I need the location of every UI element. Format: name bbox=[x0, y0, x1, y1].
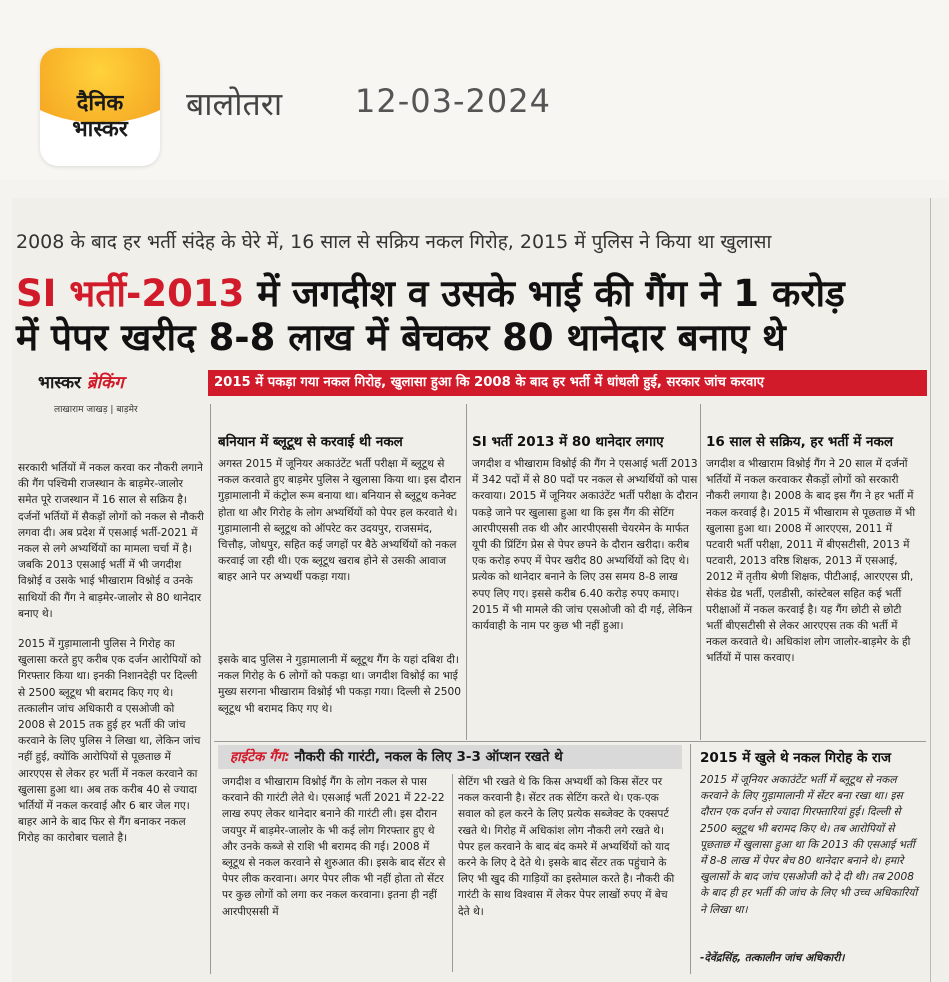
bhaskar-breaking-label bbox=[38, 370, 124, 393]
edition-city: बालोतरा bbox=[186, 85, 283, 123]
divider-hitech bbox=[452, 774, 453, 972]
hitech-title: नौकरी की गारंटी, नकल के लिए 3-3 ऑप्शन रखते थे bbox=[289, 749, 563, 765]
col2-body: अगस्त 2015 में जूनियर अकाउंटेंट भर्ती परीक्षा में ब्लूटूथ से नकल करवाते हुए बाड़मेर पुलिस ने खुलासा किया था। इस दौरान गुड़ामालानी में कंट्रोल रूम बनाया था। बनियान से ब्लूटूथ कनेक्ट होता था और गिरोह के लोग अभ्यर्थियों को पेपर हल करवाते थे। गुड़ामालानी से ब्लूटूथ को ऑपरेट कर उदयपुर, राजसमंद, चित्तौड़, जोधपुर, सहित कई जगहों पर बैठे अभ्यर्थियों को नकल करवाई जा रही थी। एक ब्लूटूथ खराब होने से उसकी आवाज बाहर आने पर अभ्यर्थी पकड़ा गया। bbox=[218, 458, 462, 584]
red-banner: 2015 में पकड़ा गया नकल गिरोह, खुलासा हुआ कि 2008 के बाद हर भर्ती में धांधली हुई, सरकार जांच करवाए bbox=[208, 370, 927, 396]
article-kicker: 2008 के बाद हर भर्ती संदेह के घेरे में, 16 साल से सक्रिय नकल गिरोह, 2015 में पुलिस ने किया था खुलासा bbox=[16, 231, 772, 253]
section-divider bbox=[214, 741, 926, 742]
col5-signature: -देवेंद्रसिंह, तत्कालीन जांच अधिकारी। bbox=[700, 952, 845, 964]
breaking-word: ब्रेकिंग bbox=[86, 373, 124, 393]
col3-title: SI भर्ती 2013 में 80 थानेदार लगाए bbox=[472, 434, 664, 450]
col2-body-2: इसके बाद पुलिस ने गुड़ामालानी में ब्लूटूथ गैंग के यहां दबिश दी। नकल गिरोह के 6 लोगों को पकड़ा था। जगदीश विश्नोई का भाई मुख्य सरगना भीखाराम विश्नोई भी पकड़ा गया। दिल्ली से 2500 ब्लूटूथ भी बरामद किए गए थे। bbox=[218, 654, 461, 715]
divider-col3 bbox=[700, 404, 701, 740]
logo-text-line2: भास्कर bbox=[72, 117, 128, 142]
hitech-label: हाईटेक गैंग: bbox=[230, 749, 290, 765]
app-header bbox=[0, 0, 949, 180]
headline-red-part: SI भर्ती-2013 bbox=[16, 272, 245, 315]
hitech-col2: सेटिंग भी रखते थे कि किस अभ्यर्थी को किस सेंटर पर नकल करवानी है। सेंटर तक सेटिंग करते थे। एक-एक सवाल को हल करने के लिए प्रत्येक सब्जेक्ट के एक्सपर्ट रखते थे। गिरोह में अधिकांश लोग नौकरी लगे रखते थे। पेपर हल करवाने के बाद बंद कमरे में अभ्यर्थियों को याद करने के लिए दे देते थे। इसके बाद सेंटर तक पहुंचाने के लिए भी खुद की गाड़ियों का इस्तेमाल करते है। नौकरी की गारंटी के साथ विश्वास में लेकर पेपर लाखों रुपए में बेच देते थे। bbox=[458, 776, 675, 918]
divider-col2 bbox=[466, 404, 467, 740]
col4-title: 16 साल से सक्रिय, हर भर्ती में नकल bbox=[706, 434, 893, 450]
col4-body: जगदीश व भीखाराम विश्नोई गैंग ने 20 साल में दर्जनों भर्तियों में नकल करवाकर सैकड़ों लोगों को सरकारी नौकरी लगाया है। 2008 के बाद इस गैंग ने हर भर्ती में नकल करवाई है। 2015 में भीखाराम से पूछताछ में भी खुलासा हुआ था। 2008 में आरएएस, 2011 में पटवारी भर्ती परीक्षा, 2011 में बीएसटीसी, 2013 में पटवारी, 2013 वरिष्ठ शिक्षक, 2013 में एसआई, 2012 में तृतीय श्रेणी शिक्षक, पीटीआई, आरएएस प्री, सेकंड ग्रेड भर्ती, एलडीसी, कांस्टेबल सहित कई भर्ती परीक्षाओं में नकल करवाई है। यह गैंग छोटी से छोटी भर्ती बीएसटीसी से लेकर आरएएस तक की भर्ती में नकल करवाते थे। अधिकांश लोग जालोर-बाड़मेर के ही भर्तियों में पास करवाए। bbox=[706, 458, 916, 665]
logo-text-line1: दैनिक bbox=[76, 91, 124, 116]
edition-date: 12-03-2024 bbox=[355, 82, 551, 120]
byline: लाखाराम जाखड़ | बाड़मेर bbox=[54, 405, 138, 415]
divider-col1 bbox=[210, 404, 211, 974]
adjacent-column-edge bbox=[930, 198, 949, 982]
divider-col5 bbox=[690, 744, 691, 974]
dainik-bhaskar-logo[interactable] bbox=[40, 48, 160, 166]
brand-word: भास्कर bbox=[38, 373, 81, 393]
col5-title: 2015 में खुले थे नकल गिरोह के राज bbox=[700, 750, 892, 766]
headline-line2: में पेपर खरीद 8-8 लाख में बेचकर 80 थानेदार बनाए थे bbox=[16, 316, 786, 359]
col1-body: सरकारी भर्तियों में नकल करवा कर नौकरी लगाने की गैंग पश्चिमी राजस्थान के बाड़मेर-जालोर समेत पूरे राजस्थान में 16 साल से सक्रिय है। दर्जनों भर्तियों में सैकड़ों लोगों को नकल से नौकरी लगवा दी। अब प्रदेश में एसआई भर्ती-2021 में नकल से लगे अभ्यर्थियों का मामला चर्चा में है। जबकि 2013 एसआई भर्ती में भी जगदीश विश्नोई व उसके भाई भीखाराम विश्नोई व उनके साथियों की गैंग ने बाड़मेर-जालोर से 80 थानेदार बनाए थे। bbox=[18, 462, 204, 620]
article-headline bbox=[16, 272, 931, 360]
headline-rest: में जगदीश व उसके भाई की गैंग ने 1 करोड़ bbox=[244, 272, 845, 315]
hitech-col1: जगदीश व भीखाराम विश्नोई गैंग के लोग नकल से पास करवाने की गारंटी लेते थे। एसआई भर्ती 2021 में 22-22 लाख रुपए लेकर थानेदार बनाने की गारंटी ली। इस दौरान जयपुर में बाड़मेर-जालोर के भी कई लोग गिरफ्तार हुए थे और उनके कब्जे से राशि भी बरामद की गई। 2008 में ब्लूटूथ से नकल करवाने से शुरुआत की। इसके बाद सेंटर से पेपर लीक करवाना। अगर पेपर लीक भी नहीं होता तो सेंटर पर कुछ लोगों को लगा कर नकल करवाना। इतना ही नहीं आरपीएससी में bbox=[222, 776, 446, 918]
col1-body-2: 2015 में गुड़ामालानी पुलिस ने गिरोह का खुलासा करते हुए करीब एक दर्जन आरोपियों को गिरफ्तार किया था। इनकी निशानदेही पर दिल्ली से 2500 ब्लूटूथ भी बरामद किए गए थे। तत्कालीन जांच अधिकारी व एसओजी को 2008 से 2015 तक हुई हर भर्ती की जांच करवाने के लिए पुलिस ने लिखा था, लेकिन जांच नहीं हुई, क्योंकि आरोपियों से पूछताछ में आरएएस से लेकर हर भर्ती में नकल करवाने का खुलासा हुआ था। अब तक करीब 40 से ज्यादा भर्तियों में नकल करवाई और 6 बार जेल गए। बाहर आने के बाद फिर से गैंग बनाकर नकल गिरोह का कारोबार चलाते है। bbox=[18, 638, 202, 845]
col3-body: जगदीश व भीखाराम विश्नोई की गैंग ने एसआई भर्ती 2013 में 342 पदों में से 80 पदों पर नकल से अभ्यर्थियों को पास करवाया। 2015 में जूनियर अकाउंटेंट भर्ती परीक्षा के दौरान पकड़े जाने पर खुलासा हुआ था कि इस गैंग की सेटिंग आरपीएससी तक थी और आरपीएससी चेयरमेन के मार्फत यूपी की प्रिंटिंग प्रेस से पेपर छपने के दौरान खरीदा। करीब एक करोड़ रुपए में पेपर खरीद 80 अभ्यर्थियों को दिए थे। प्रत्येक को थानेदार बनाने के लिए उस समय 8-8 लाख रुपए लिए गए। इससे करीब 6.40 करोड़ रुपए कमाए। 2015 में भी मामले की जांच एसओजी को दी गई, लेकिन कार्यवाही के नाम पर कुछ भी नहीं हुआ। bbox=[472, 458, 698, 633]
hitech-gang-heading bbox=[218, 745, 682, 769]
col5-body: 2015 में जूनियर अकाउंटेंट भर्ती में ब्लूटूथ से नकल करवाने के लिए गुड़ामालानी में सेंटर बना रखा था। इस दौरान एक दर्जन से ज्यादा गिरफ्तारियां हुई। दिल्ली से 2500 ब्लूटूथ भी बरामद किए थे। तब आरोपियों से पूछताछ में खुलासा हुआ था कि 2013 की एसआई भर्ती में 8-8 लाख में पेपर बेच 80 थानेदार बनाने थे। हमारे खुलासों के बाद जांच एसओजी को दे दी थी। तब 2008 के बाद ही हर भर्ती की जांच के लिए भी उच्च अधिकारियों ने लिखा था। bbox=[700, 774, 918, 916]
col2-title: बनियान में ब्लूटूथ से करवाई थी नकल bbox=[218, 434, 403, 450]
